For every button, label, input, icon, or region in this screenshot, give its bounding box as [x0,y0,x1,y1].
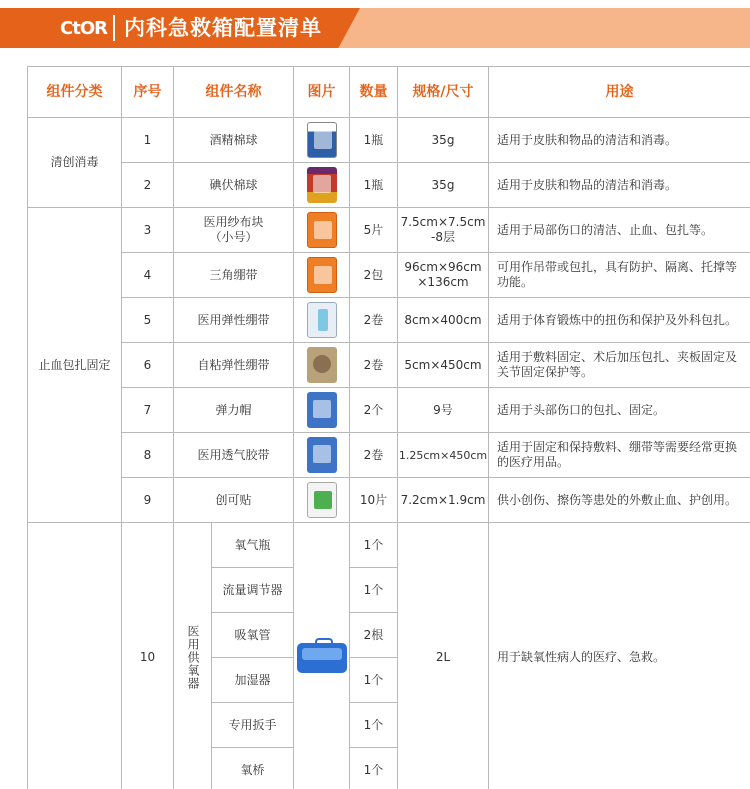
name-cell: 医用纱布块 （小号） [174,208,294,253]
table-row [28,523,750,568]
oxygen-kit-icon [297,643,347,673]
number-cell: 7 [122,388,174,433]
spec-cell: 96cm×96cm ×136cm [398,253,489,298]
part-name-cell: 流量调节器 [212,568,294,613]
name-cell: 三角绷带 [174,253,294,298]
usage-cell: 适用于皮肤和物品的清洁和消毒。 [489,118,750,163]
header-banner [0,0,750,52]
page-title: 内科急救箱配置清单 [124,16,322,40]
image-cell [294,388,350,433]
name-cell: 自粘弹性绷带 [174,343,294,388]
part-name-cell: 加湿器 [212,658,294,703]
quantity-cell: 10片 [350,478,398,523]
image-cell [294,298,350,343]
quantity-cell: 2包 [350,253,398,298]
number-cell: 5 [122,298,174,343]
name-cell: 酒精棉球 [174,118,294,163]
number-cell: 1 [122,118,174,163]
category-cell-empty [28,523,122,789]
usage-cell: 适用于体育锻炼中的扭伤和保护及外科包扎。 [489,298,750,343]
part-name-cell: 氧桥 [212,748,294,789]
quantity-cell: 1个 [350,523,398,568]
table-row [28,478,750,523]
breathable-tape-icon [307,437,337,473]
title-divider [113,15,115,41]
quantity-cell: 2卷 [350,298,398,343]
header-quantity: 数量 [350,67,398,118]
part-name-cell: 吸氧管 [212,613,294,658]
brand-logo [60,13,107,43]
quantity-cell: 1个 [350,568,398,613]
alcohol-cotton-jar-icon [307,122,337,158]
elastic-bandage-icon [307,302,337,338]
quantity-cell: 1个 [350,658,398,703]
usage-cell: 用于缺氧性病人的医疗、急救。 [489,523,750,789]
header-category: 组件分类 [28,67,122,118]
category-cell: 止血包扎固定 [28,208,122,523]
usage-cell: 适用于头部伤口的包扎、固定。 [489,388,750,433]
self-adhesive-bandage-icon [307,347,337,383]
band-aid-icon [307,482,337,518]
part-name-cell: 专用扳手 [212,703,294,748]
quantity-cell: 2个 [350,388,398,433]
category-cell: 清创消毒 [28,118,122,208]
usage-cell: 适用于固定和保持敷料、绷带等需要经常更换的医疗用品。 [489,433,750,478]
banner-stripe [338,8,750,48]
number-cell: 4 [122,253,174,298]
image-cell [294,478,350,523]
quantity-cell: 1瓶 [350,163,398,208]
header-name: 组件名称 [174,67,294,118]
image-cell [294,253,350,298]
table-row [28,163,750,208]
quantity-cell: 2卷 [350,433,398,478]
number-cell: 2 [122,163,174,208]
table-row [28,388,750,433]
usage-cell: 适用于局部伤口的清洁、止血、包扎等。 [489,208,750,253]
number-cell: 3 [122,208,174,253]
name-cell: 医用透气胶带 [174,433,294,478]
elastic-cap-icon [307,392,337,428]
header-usage: 用途 [489,67,750,118]
usage-cell: 可用作吊带或包扎，具有防护、隔离、托撑等功能。 [489,253,750,298]
iodine-cotton-jar-icon [307,167,337,203]
name-cell: 创可贴 [174,478,294,523]
image-cell [294,163,350,208]
image-cell [294,118,350,163]
table-row [28,343,750,388]
spec-cell: 35g [398,163,489,208]
name-cell: 碘伏棉球 [174,163,294,208]
number-cell: 6 [122,343,174,388]
quantity-cell: 1个 [350,748,398,789]
number-cell: 10 [122,523,174,789]
table-row [28,298,750,343]
table-row [28,253,750,298]
spec-cell: 7.5cm×7.5cm -8层 [398,208,489,253]
usage-cell: 适用于皮肤和物品的清洁和消毒。 [489,163,750,208]
quantity-cell: 2根 [350,613,398,658]
oxygen-group-cell [174,523,212,789]
header-image: 图片 [294,67,350,118]
kit-config-table [27,66,750,789]
spec-cell: 1.25cm×450cm [398,433,489,478]
table-header-row [28,67,750,118]
triangle-bandage-icon [307,257,337,293]
usage-cell: 供小创伤、擦伤等患处的外敷止血、护创用。 [489,478,750,523]
header-spec: 规格/尺寸 [398,67,489,118]
spec-cell: 8cm×400cm [398,298,489,343]
table-row [28,433,750,478]
table-row [28,118,750,163]
image-cell [294,433,350,478]
spec-cell: 7.2cm×1.9cm [398,478,489,523]
image-cell [294,208,350,253]
image-cell [294,523,350,789]
quantity-cell: 1个 [350,703,398,748]
spec-cell: 5cm×450cm [398,343,489,388]
usage-cell: 适用于敷料固定、术后加压包扎、夹板固定及关节固定保护等。 [489,343,750,388]
name-cell: 医用弹性绷带 [174,298,294,343]
spec-cell: 35g [398,118,489,163]
gauze-pack-icon [307,212,337,248]
oxygen-group-label: 医用供氧器 [186,625,200,690]
spec-cell: 9号 [398,388,489,433]
number-cell: 9 [122,478,174,523]
brand-logo-text: CtOR [60,17,107,39]
spec-cell: 2L [398,523,489,789]
name-cell: 弹力帽 [174,388,294,433]
header-number: 序号 [122,67,174,118]
quantity-cell: 1瓶 [350,118,398,163]
quantity-cell: 5片 [350,208,398,253]
image-cell [294,343,350,388]
number-cell: 8 [122,433,174,478]
quantity-cell: 2卷 [350,343,398,388]
part-name-cell: 氧气瓶 [212,523,294,568]
table-row [28,208,750,253]
